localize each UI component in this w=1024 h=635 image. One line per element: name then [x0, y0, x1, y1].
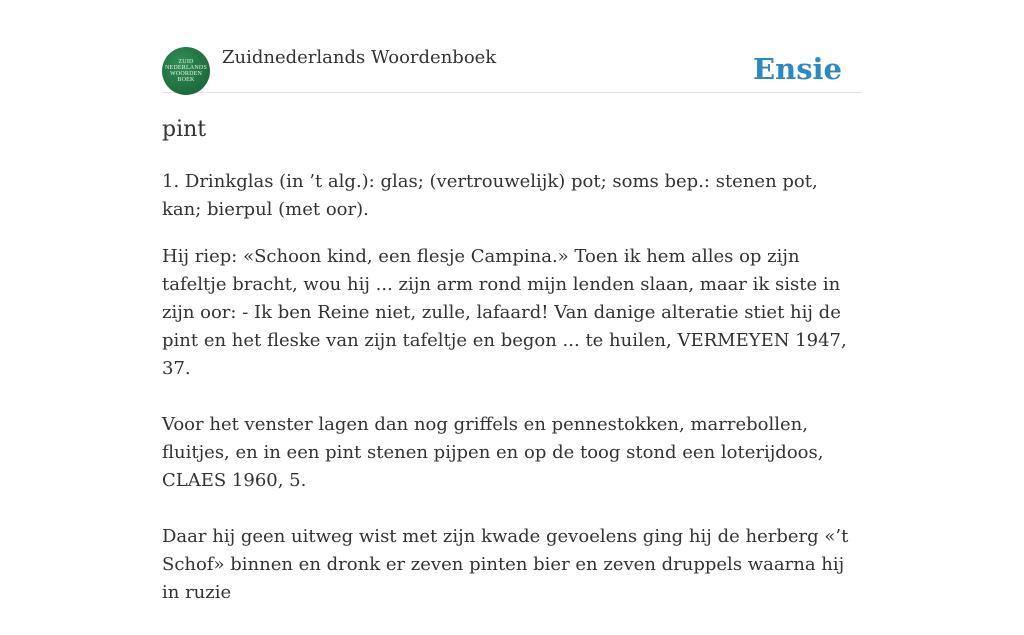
logo-line: BOEK	[177, 77, 195, 83]
entry-quote: Daar hij geen uitweg wist met zijn kwade gevoelens ging hij de herberg «’t Schof» binnen en dronk er zeven pinten bier en zeven druppels waarna hij in ruzie	[162, 526, 849, 603]
site-name-link[interactable]: Zuidnederlands Woordenboek	[222, 47, 497, 68]
site-logo[interactable]	[162, 47, 210, 95]
logo-line: ZUID	[178, 59, 194, 65]
entry-quote: Voor het venster lagen dan nog griffels en pennestokken, marrebollen, fluitjes, en in een pint stenen pijpen en op de toog stond een loterijdoos, CLAES 1960, 5.	[162, 414, 824, 491]
logo-line: NEDERLANDS	[165, 65, 207, 71]
brand-logo[interactable]: Ensie	[753, 52, 842, 86]
entry-quote: Hij riep: «Schoon kind, een flesje Campina.» Toen ik hem alles op zijn tafeltje bracht, wou hij ... zijn arm rond mijn lenden slaan, maar ik siste in zijn oor: - Ik ben Reine niet, zulle, lafaard! Van danige alteratie stiet hij de pint en het fleske van zijn tafeltje en begon ... te huilen, VERMEYEN 1947, 37.	[162, 246, 847, 379]
site-header	[162, 46, 862, 93]
logo-line: WOORDEN	[169, 71, 203, 77]
entry-definition: 1. Drinkglas (in ’t alg.): glas; (vertrouwelijk) pot; soms bep.: stenen pot, kan; bierpul (met oor).	[162, 171, 818, 220]
entry-title: pint	[162, 117, 207, 142]
entry-content	[162, 168, 862, 635]
page	[162, 0, 862, 603]
